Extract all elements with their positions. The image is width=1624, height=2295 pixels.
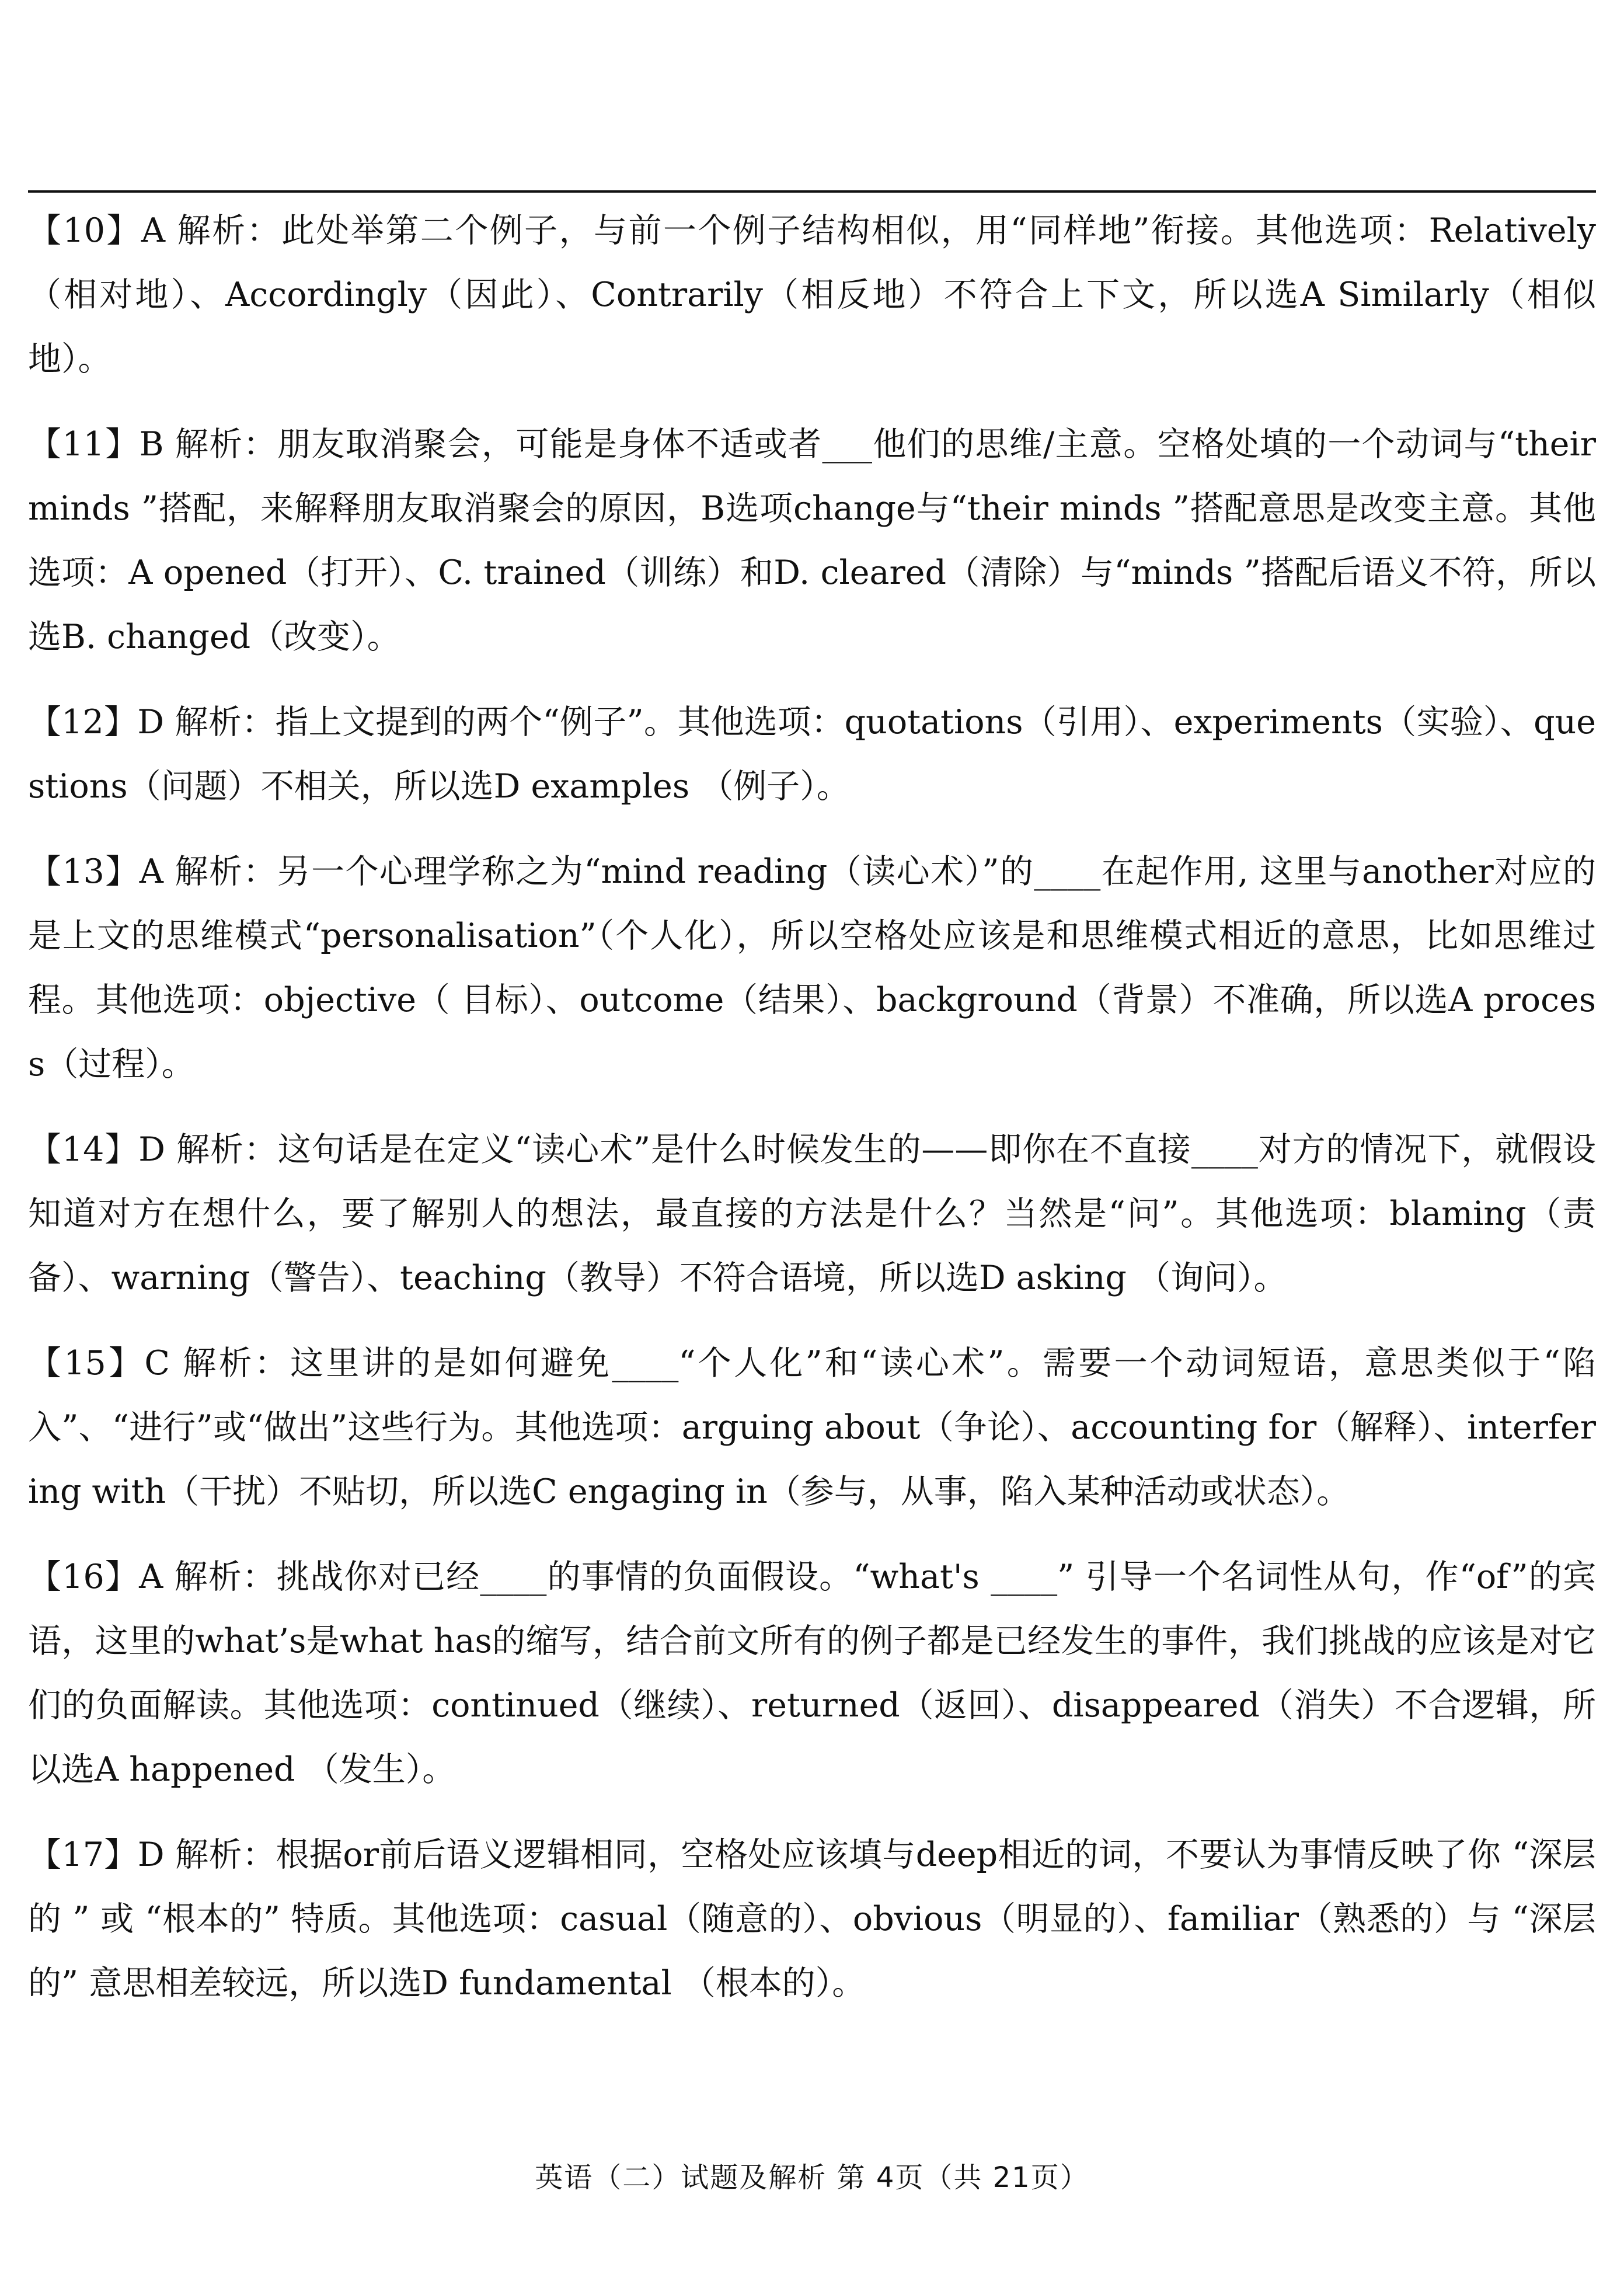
header-rule — [28, 190, 1596, 193]
item-number: 【14】 — [28, 1130, 139, 1169]
item-answer: D — [137, 1836, 165, 1874]
explanation-item-12 — [28, 690, 1596, 819]
item-text: 解析：朋友取消聚会，可能是身体不适或者___他们的思维/主意。空格处填的一个动词与“their minds ”搭配，来解释朋友取消聚会的原因，B选项change与“their minds ”搭配意思是改变主意。其他选项：A opened（打开）、C. trained（训练）和D. cleared（清除）与“minds ”搭配后语义不符，所以选B. changed（改变）。 — [28, 425, 1596, 656]
item-answer: D — [138, 1130, 165, 1169]
item-text: 解析：指上文提到的两个“例子”。其他选项：quotations（引用）、experiments（实验）、questions（问题）不相关，所以选D examples （例子）。 — [28, 703, 1596, 806]
explanation-item-16 — [28, 1545, 1596, 1802]
item-number: 【17】 — [28, 1836, 138, 1874]
item-answer: A — [141, 211, 166, 250]
page-footer: 英语（二）试题及解析 第 4页（共 21页） — [535, 2161, 1089, 2194]
explanation-item-15 — [28, 1331, 1596, 1524]
explanation-item-10 — [28, 198, 1596, 391]
item-text: 解析：根据or前后语义逻辑相同，空格处应该填与deep相近的词，不要认为事情反映了你 “深层的 ” 或 “根本的” 特质。其他选项：casual（随意的）、obvious（明显的）、familiar（熟悉的）与 “深层的” 意思相差较远，所以选D fundamental （根本的）。 — [28, 1836, 1596, 2003]
item-number: 【10】 — [28, 211, 141, 250]
item-number: 【16】 — [28, 1558, 140, 1596]
explanation-item-13 — [28, 840, 1596, 1096]
item-text: 解析：另一个心理学称之为“mind reading（读心术）”的____在起作用, 这里与another对应的是上文的思维模式“personalisation”（个人化），所以空格处应该是和思维模式相近的意思，比如思维过程。其他选项：objective（ 目标）、outcome（结果）、background（背景）不准确，所以选A process（过程）。 — [28, 852, 1597, 1084]
item-answer: A — [139, 1558, 163, 1596]
item-text: 解析：这句话是在定义“读心术”是什么时候发生的——即你在不直接____对方的情况下，就假设知道对方在想什么，要了解别人的想法，最直接的方法是什么？当然是“问”。其他选项：blaming（责备）、warning（警告）、teaching（教导）不符合语境，所以选D asking （询问）。 — [28, 1130, 1597, 1297]
item-number: 【12】 — [28, 703, 138, 741]
item-text: 解析：挑战你对已经____的事情的负面假设。“what's ____” 引导一个名词性从句，作“of”的宾语，这里的what’s是what has的缩写，结合前文所有的例子都是已经发生的事件，我们挑战的应该是对它们的负面解读。其他选项：continued（继续）、returned（返回）、disappeared（消失）不合逻辑，所以选A happened （发生）。 — [28, 1558, 1597, 1789]
item-number: 【13】 — [28, 852, 140, 891]
explanation-item-14 — [28, 1117, 1596, 1310]
item-answer: B — [139, 425, 164, 464]
answer-explanations — [28, 198, 1596, 2036]
item-number: 【15】 — [28, 1344, 145, 1382]
item-number: 【11】 — [28, 425, 140, 464]
item-text: 解析：这里讲的是如何避免____“个人化”和“读心术”。需要一个动词短语，意思类似于“陷入”、“进行”或“做出”这些行为。其他选项：arguing about（争论）、accounting for（解释）、interfering with（干扰）不贴切，所以选C engaging in（参与，从事，陷入某种活动或状态）。 — [28, 1344, 1597, 1511]
item-answer: D — [137, 703, 165, 741]
explanation-item-17 — [28, 1823, 1596, 2015]
item-answer: C — [144, 1344, 170, 1382]
item-answer: A — [139, 852, 163, 891]
explanation-item-11 — [28, 412, 1596, 669]
item-text: 解析：此处举第二个例子，与前一个例子结构相似，用“同样地”衔接。其他选项：Relatively（相对地）、Accordingly（因此）、Contrarily（相反地）不符合上下文，所以选A Similarly（相似地）。 — [28, 211, 1596, 378]
